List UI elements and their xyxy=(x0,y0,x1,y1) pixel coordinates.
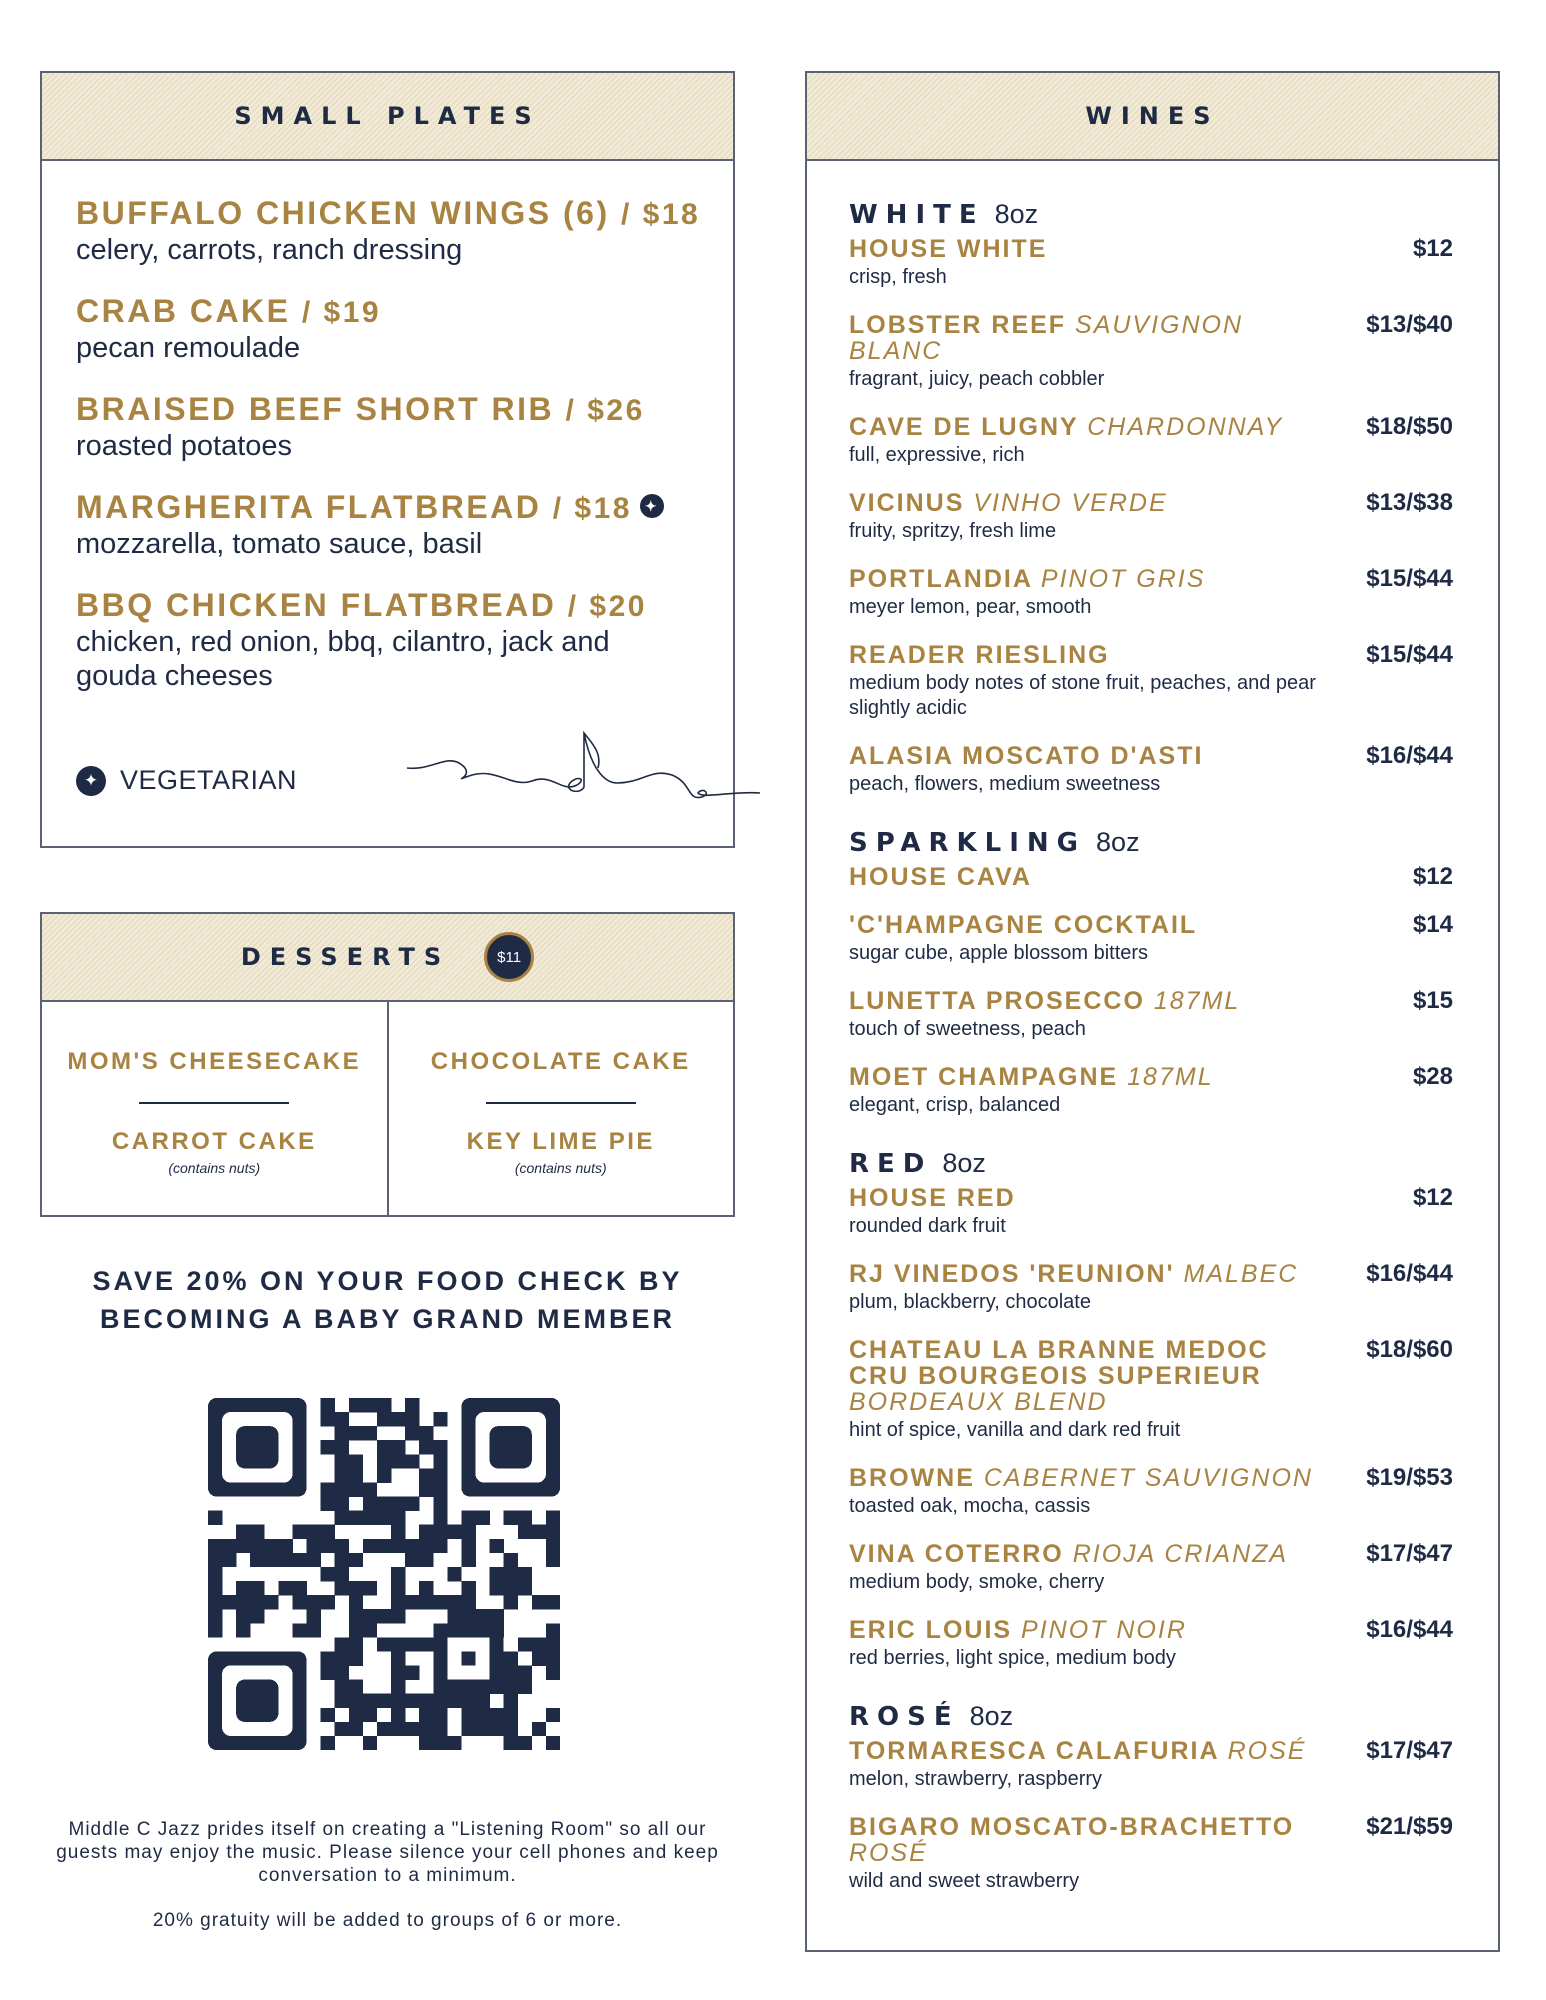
wine-varietal: BORDEAUX BLEND xyxy=(849,1388,1108,1416)
wine-name: LOBSTER REEF xyxy=(849,311,1067,339)
small-plate-item xyxy=(76,391,733,463)
gratuity-notice: 20% gratuity will be added to groups of 6 or more. xyxy=(152,1910,623,1931)
wine-section-title: RED xyxy=(849,1149,933,1179)
plate-name: BRAISED BEEF SHORT RIB xyxy=(76,391,555,427)
wine-info xyxy=(849,236,1329,290)
wine-info xyxy=(849,912,1329,966)
wine-name-line xyxy=(849,414,1329,440)
wine-name-line xyxy=(849,1185,1329,1211)
wine-section-header xyxy=(849,199,1453,230)
promo-line: BECOMING A BABY GRAND MEMBER xyxy=(99,1304,675,1334)
wine-price: $28 xyxy=(1412,1063,1453,1090)
plate-description: pecan remoulade xyxy=(76,332,301,364)
small-plate-item xyxy=(76,293,733,365)
vegetarian-leaf-icon: ✦ xyxy=(640,494,664,518)
plate-price: / $18 xyxy=(552,492,632,525)
desserts-price-badge: $11 xyxy=(484,932,534,982)
wine-price: $15/$44 xyxy=(1366,565,1453,592)
wine-item xyxy=(849,864,1453,890)
wine-description: red berries, light spice, medium body xyxy=(849,1647,1176,1669)
dessert-name: CHOCOLATE CAKE xyxy=(430,1048,691,1075)
wine-info xyxy=(849,1541,1329,1595)
wine-varietal: MALBEC xyxy=(1183,1260,1299,1288)
wine-name: HOUSE WHITE xyxy=(849,235,1048,263)
wine-price: $18/$50 xyxy=(1366,413,1453,440)
wine-info xyxy=(849,743,1329,797)
wine-pour-size: 8oz xyxy=(1096,827,1140,857)
wine-info xyxy=(849,988,1329,1042)
wine-info xyxy=(849,312,1329,392)
dessert-note: (contains nuts) xyxy=(168,1160,261,1176)
wine-info xyxy=(849,490,1329,544)
wine-price: $12 xyxy=(1412,235,1453,262)
membership-promo xyxy=(40,1262,735,1338)
wine-name-line xyxy=(849,912,1329,938)
wine-description: wild and sweet strawberry xyxy=(849,1870,1080,1892)
wine-item xyxy=(849,1814,1453,1894)
wine-description: toasted oak, mocha, cassis xyxy=(849,1495,1091,1517)
wine-name-line xyxy=(849,1064,1329,1090)
wine-name: VICINUS xyxy=(849,489,965,517)
wine-item xyxy=(849,743,1453,797)
wine-name-line xyxy=(849,312,1329,364)
dessert-column xyxy=(387,1002,734,1215)
wine-section-header xyxy=(849,1148,1453,1179)
wine-varietal: RIOJA CRIANZA xyxy=(1072,1540,1289,1568)
wine-price: $16/$44 xyxy=(1366,1260,1453,1287)
wine-section xyxy=(849,1148,1453,1671)
wine-price: $14 xyxy=(1412,911,1453,938)
wine-info xyxy=(849,642,1329,721)
wine-name: CHATEAU LA BRANNE MEDOC CRU BOURGEOIS SUPERIEUR xyxy=(849,1336,1269,1390)
wine-name-line xyxy=(849,1337,1329,1415)
plate-description: roasted potatoes xyxy=(76,430,293,462)
wine-info xyxy=(849,1814,1329,1894)
wine-description: hint of spice, vanilla and dark red fruit xyxy=(849,1419,1181,1441)
plate-description: mozzarella, tomato sauce, basil xyxy=(76,528,483,560)
wine-price: $16/$44 xyxy=(1366,742,1453,769)
wine-section-title: SPARKLING xyxy=(849,828,1087,858)
wine-item xyxy=(849,1337,1453,1443)
wine-description: melon, strawberry, raspberry xyxy=(849,1768,1103,1790)
wine-price: $16/$44 xyxy=(1366,1616,1453,1643)
wine-pour-size: 8oz xyxy=(994,199,1039,229)
wine-item xyxy=(849,642,1453,721)
small-plates-title: SMALL PLATES xyxy=(234,102,541,130)
wine-name-line xyxy=(849,864,1329,890)
wine-varietal: CHARDONNAY xyxy=(1087,413,1284,441)
wine-item xyxy=(849,1185,1453,1239)
wine-item xyxy=(849,414,1453,468)
plate-name: CRAB CAKE xyxy=(76,293,291,329)
wine-description: crisp, fresh xyxy=(849,266,947,288)
wine-info xyxy=(849,1738,1329,1792)
plate-description: chicken, red onion, bbq, cilantro, jack and gouda cheeses xyxy=(76,626,610,692)
dessert-name: CARROT CAKE xyxy=(111,1128,317,1155)
plate-name: MARGHERITA FLATBREAD xyxy=(76,489,542,525)
vegetarian-leaf-icon: ✦ xyxy=(76,766,106,796)
wine-varietal: 187ML xyxy=(1127,1063,1214,1091)
wine-price: $13/$38 xyxy=(1366,489,1453,516)
dessert-name: KEY LIME PIE xyxy=(466,1128,655,1155)
desserts-grid xyxy=(42,1002,733,1215)
wine-name-line xyxy=(849,988,1329,1014)
wine-description: rounded dark fruit xyxy=(849,1215,1006,1237)
wine-item xyxy=(849,912,1453,966)
wine-name: TORMARESCA CALAFURIA xyxy=(849,1737,1219,1765)
plate-price: / $26 xyxy=(565,394,645,427)
wine-section-title: WHITE xyxy=(849,200,985,230)
wine-varietal: SAUVIGNON BLANC xyxy=(849,311,1244,365)
wine-name-line xyxy=(849,236,1329,262)
wine-section-header xyxy=(849,1701,1453,1732)
wine-item xyxy=(849,1261,1453,1315)
wine-price: $12 xyxy=(1412,1184,1453,1211)
wine-section-title: ROSÉ xyxy=(849,1702,960,1732)
dessert-divider xyxy=(139,1102,289,1104)
wine-item xyxy=(849,1064,1453,1118)
wine-name-line xyxy=(849,490,1329,516)
footer-notice xyxy=(40,1818,735,1932)
wine-name: ERIC LOUIS xyxy=(849,1616,1013,1644)
plate-name-line xyxy=(76,489,733,527)
wine-name: HOUSE RED xyxy=(849,1184,1016,1212)
wine-price: $15/$44 xyxy=(1366,641,1453,668)
wine-info xyxy=(849,1064,1329,1118)
plate-price: / $18 xyxy=(620,198,701,231)
promo-line: SAVE 20% ON YOUR FOOD CHECK BY xyxy=(92,1266,683,1296)
wine-description: medium body, smoke, cherry xyxy=(849,1571,1105,1593)
wine-price: $19/$53 xyxy=(1366,1464,1453,1491)
dessert-column xyxy=(42,1002,387,1215)
wine-description: touch of sweetness, peach xyxy=(849,1018,1086,1040)
vegetarian-legend xyxy=(76,765,297,796)
plate-description: celery, carrots, ranch dressing xyxy=(76,234,463,266)
wines-title: WINES xyxy=(1085,102,1220,130)
wine-varietal: PINOT NOIR xyxy=(1021,1616,1187,1644)
wine-item xyxy=(849,1541,1453,1595)
qr-code-icon[interactable] xyxy=(208,1398,560,1750)
wine-item xyxy=(849,490,1453,544)
plate-name-line xyxy=(76,195,733,233)
wine-description: meyer lemon, pear, smooth xyxy=(849,596,1092,618)
wine-info xyxy=(849,414,1329,468)
wine-name: BIGARO MOSCATO-BRACHETTO xyxy=(849,1813,1295,1841)
wine-name-line xyxy=(849,1814,1329,1866)
desserts-header xyxy=(42,914,733,1002)
desserts-title: DESSERTS xyxy=(240,943,451,971)
wine-varietal: CABERNET SAUVIGNON xyxy=(983,1464,1313,1492)
wine-description: plum, blackberry, chocolate xyxy=(849,1291,1091,1313)
small-plate-item xyxy=(76,195,733,267)
wine-varietal: ROSÉ xyxy=(1227,1737,1307,1765)
wine-name-line xyxy=(849,1261,1329,1287)
plate-name: BUFFALO CHICKEN WINGS (6) xyxy=(76,195,610,231)
wine-item xyxy=(849,1617,1453,1671)
plate-name-line xyxy=(76,391,733,429)
wine-name-line xyxy=(849,1541,1329,1567)
wine-name-line xyxy=(849,1738,1329,1764)
wine-name: ALASIA MOSCATO D'ASTI xyxy=(849,742,1204,770)
dessert-divider xyxy=(486,1102,636,1104)
wine-name: MOET CHAMPAGNE xyxy=(849,1063,1119,1091)
wine-list xyxy=(807,161,1498,1894)
music-note-icon xyxy=(402,713,762,813)
plate-name-line xyxy=(76,587,733,625)
wine-name-line xyxy=(849,642,1329,668)
plate-price: / $19 xyxy=(301,296,382,329)
dessert-name: MOM'S CHEESECAKE xyxy=(67,1048,362,1075)
plate-price: / $20 xyxy=(567,590,647,623)
wine-item xyxy=(849,1465,1453,1519)
wine-name-line xyxy=(849,743,1329,769)
wine-varietal: 187ML xyxy=(1153,987,1241,1015)
plate-name: BBQ CHICKEN FLATBREAD xyxy=(76,587,557,623)
wine-info xyxy=(849,1617,1329,1671)
wine-name: PORTLANDIA xyxy=(849,565,1032,593)
wine-price: $21/$59 xyxy=(1366,1813,1453,1840)
wine-description: peach, flowers, medium sweetness xyxy=(849,773,1161,795)
wine-price: $17/$47 xyxy=(1366,1737,1453,1764)
wine-section-header xyxy=(849,827,1453,858)
wine-info xyxy=(849,566,1329,620)
wine-section xyxy=(849,1701,1453,1894)
wine-info xyxy=(849,864,1329,890)
small-plates-panel xyxy=(40,71,735,848)
wine-name: VINA COTERRO xyxy=(849,1540,1064,1568)
small-plates-list xyxy=(42,161,733,693)
listening-room-notice: Middle C Jazz prides itself on creating a "Listening Room" so all our guests may enjoy the music. Please silence your cell phones and keep conversation to a minimum. xyxy=(56,1819,719,1886)
wine-section xyxy=(849,827,1453,1118)
wine-item xyxy=(849,236,1453,290)
wine-item xyxy=(849,988,1453,1042)
wine-name: 'C'HAMPAGNE COCKTAIL xyxy=(849,911,1198,939)
wine-info xyxy=(849,1185,1329,1239)
wine-varietal: ROSÉ xyxy=(849,1839,928,1867)
small-plate-item xyxy=(76,587,733,693)
wine-description: fragrant, juicy, peach cobbler xyxy=(849,368,1105,390)
wine-name: BROWNE xyxy=(849,1464,975,1492)
wine-description: sugar cube, apple blossom bitters xyxy=(849,942,1149,964)
wine-price: $13/$40 xyxy=(1366,311,1453,338)
vegetarian-legend-label: VEGETARIAN xyxy=(120,765,298,795)
wine-varietal: VINHO VERDE xyxy=(973,489,1168,517)
wine-price: $12 xyxy=(1412,863,1453,890)
wine-price: $18/$60 xyxy=(1366,1336,1453,1363)
wine-item xyxy=(849,1738,1453,1792)
wine-varietal: PINOT GRIS xyxy=(1040,565,1206,593)
wine-name-line xyxy=(849,1465,1329,1491)
wine-name-line xyxy=(849,566,1329,592)
wine-pour-size: 8oz xyxy=(942,1148,986,1178)
wine-info xyxy=(849,1465,1329,1519)
wines-panel xyxy=(805,71,1500,1952)
plate-name-line xyxy=(76,293,733,331)
wines-header xyxy=(807,73,1498,161)
wine-section xyxy=(849,199,1453,797)
wine-price: $17/$47 xyxy=(1366,1540,1453,1567)
wine-name: READER RIESLING xyxy=(849,641,1110,669)
wine-name: RJ VINEDOS 'REUNION' xyxy=(849,1260,1175,1288)
wine-info xyxy=(849,1337,1329,1443)
wine-name: CAVE DE LUGNY xyxy=(849,413,1079,441)
wine-description: fruity, spritzy, fresh lime xyxy=(849,520,1057,542)
wine-pour-size: 8oz xyxy=(969,1701,1014,1731)
wine-price: $15 xyxy=(1412,987,1453,1014)
small-plate-item xyxy=(76,489,733,561)
desserts-panel xyxy=(40,912,735,1217)
wine-description: elegant, crisp, balanced xyxy=(849,1094,1061,1116)
wine-item xyxy=(849,312,1453,392)
wine-info xyxy=(849,1261,1329,1315)
wine-description: medium body notes of stone fruit, peaches, and pear slightly acidic xyxy=(849,672,1316,719)
wine-name: LUNETTA PROSECCO xyxy=(849,987,1145,1015)
wine-description: full, expressive, rich xyxy=(849,444,1025,466)
wine-item xyxy=(849,566,1453,620)
dessert-note: (contains nuts) xyxy=(514,1160,607,1176)
wine-name-line xyxy=(849,1617,1329,1643)
wine-name: HOUSE CAVA xyxy=(849,863,1032,891)
small-plates-header xyxy=(42,73,733,161)
